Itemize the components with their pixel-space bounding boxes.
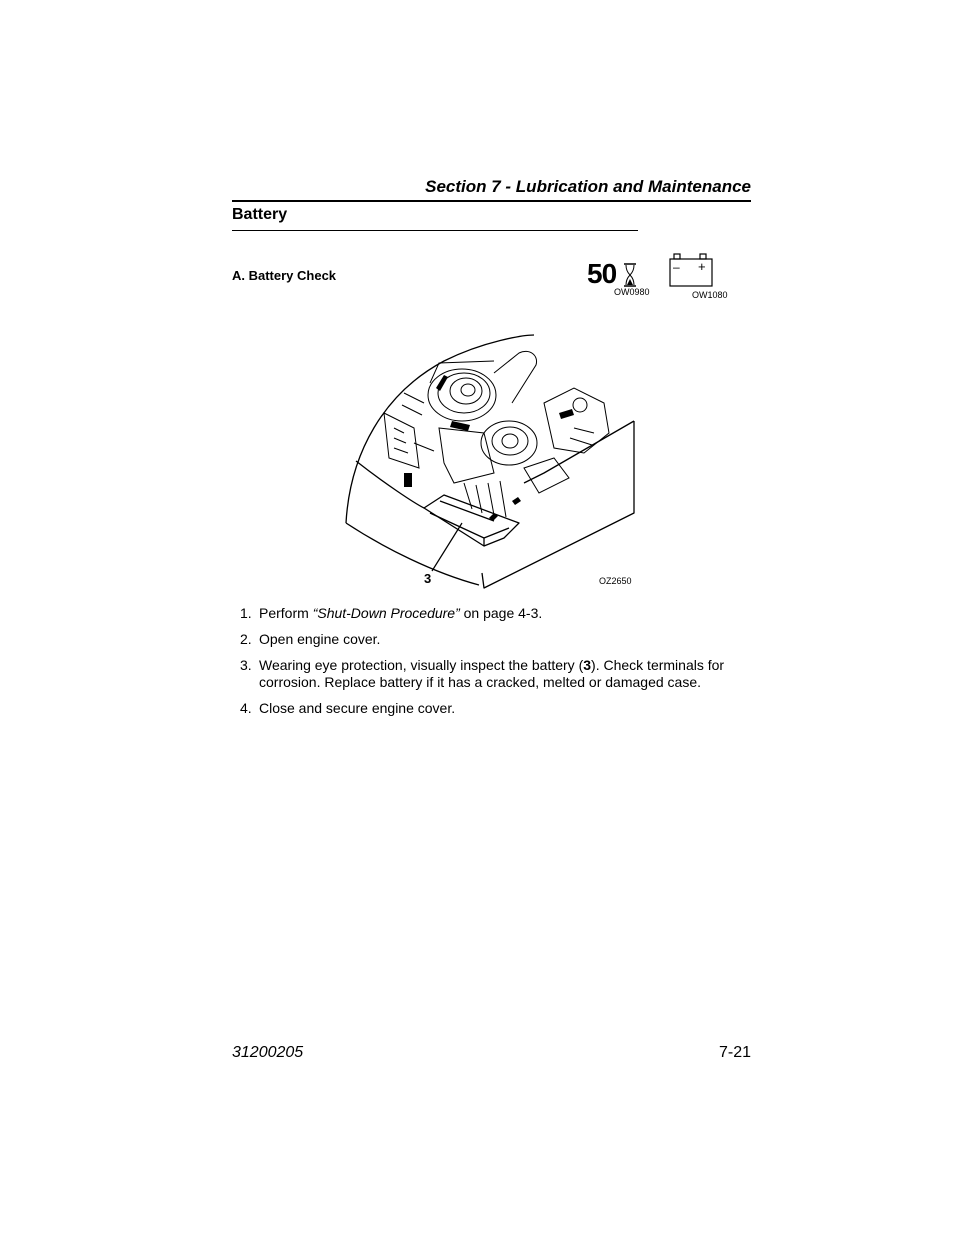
header-rule (232, 200, 751, 202)
step-number: 1. (240, 605, 252, 621)
step-number: 4. (240, 700, 252, 716)
step-number: 3. (240, 657, 252, 673)
battery-plus-label: + (698, 259, 706, 274)
step-number: 2. (240, 631, 252, 647)
step-text: Close and secure engine cover. (259, 700, 456, 716)
title-rule (232, 230, 638, 231)
footer-doc-number: 31200205 (232, 1044, 304, 1061)
procedure-steps (232, 605, 742, 726)
interval-icon-code: OW0980 (614, 287, 650, 297)
interval-hours: 50 (587, 258, 617, 289)
page-title: Battery (232, 206, 288, 223)
step-item (232, 657, 742, 691)
step-text: Perform (259, 605, 313, 621)
step-item (232, 605, 742, 622)
battery-icon-code: OW1080 (692, 290, 728, 300)
section-header: Section 7 - Lubrication and Maintenance (425, 177, 751, 196)
step-reference-link[interactable]: “Shut-Down Procedure” (312, 605, 460, 621)
hourglass-icon (623, 263, 637, 287)
step-text: ). Check terminals for corrosion. Replace battery if it has a cracked, melted or damaged case. (259, 657, 725, 690)
figure-code: OZ2650 (599, 576, 632, 586)
battery-minus-label: – (673, 260, 680, 274)
step-text: Wearing eye protection, visually inspect the battery ( (259, 657, 584, 673)
battery-icon (669, 253, 713, 287)
step-text: on page 4-3. (459, 605, 543, 621)
figure-callout: 3 (424, 571, 432, 586)
step-item (232, 700, 742, 717)
step-callout-ref: 3 (583, 657, 592, 673)
subsection-heading: A. Battery Check (232, 268, 337, 283)
footer-page-number: 7-21 (718, 1044, 751, 1061)
step-item (232, 631, 742, 648)
step-text: Open engine cover. (259, 631, 381, 647)
engine-battery-illustration (344, 333, 636, 593)
